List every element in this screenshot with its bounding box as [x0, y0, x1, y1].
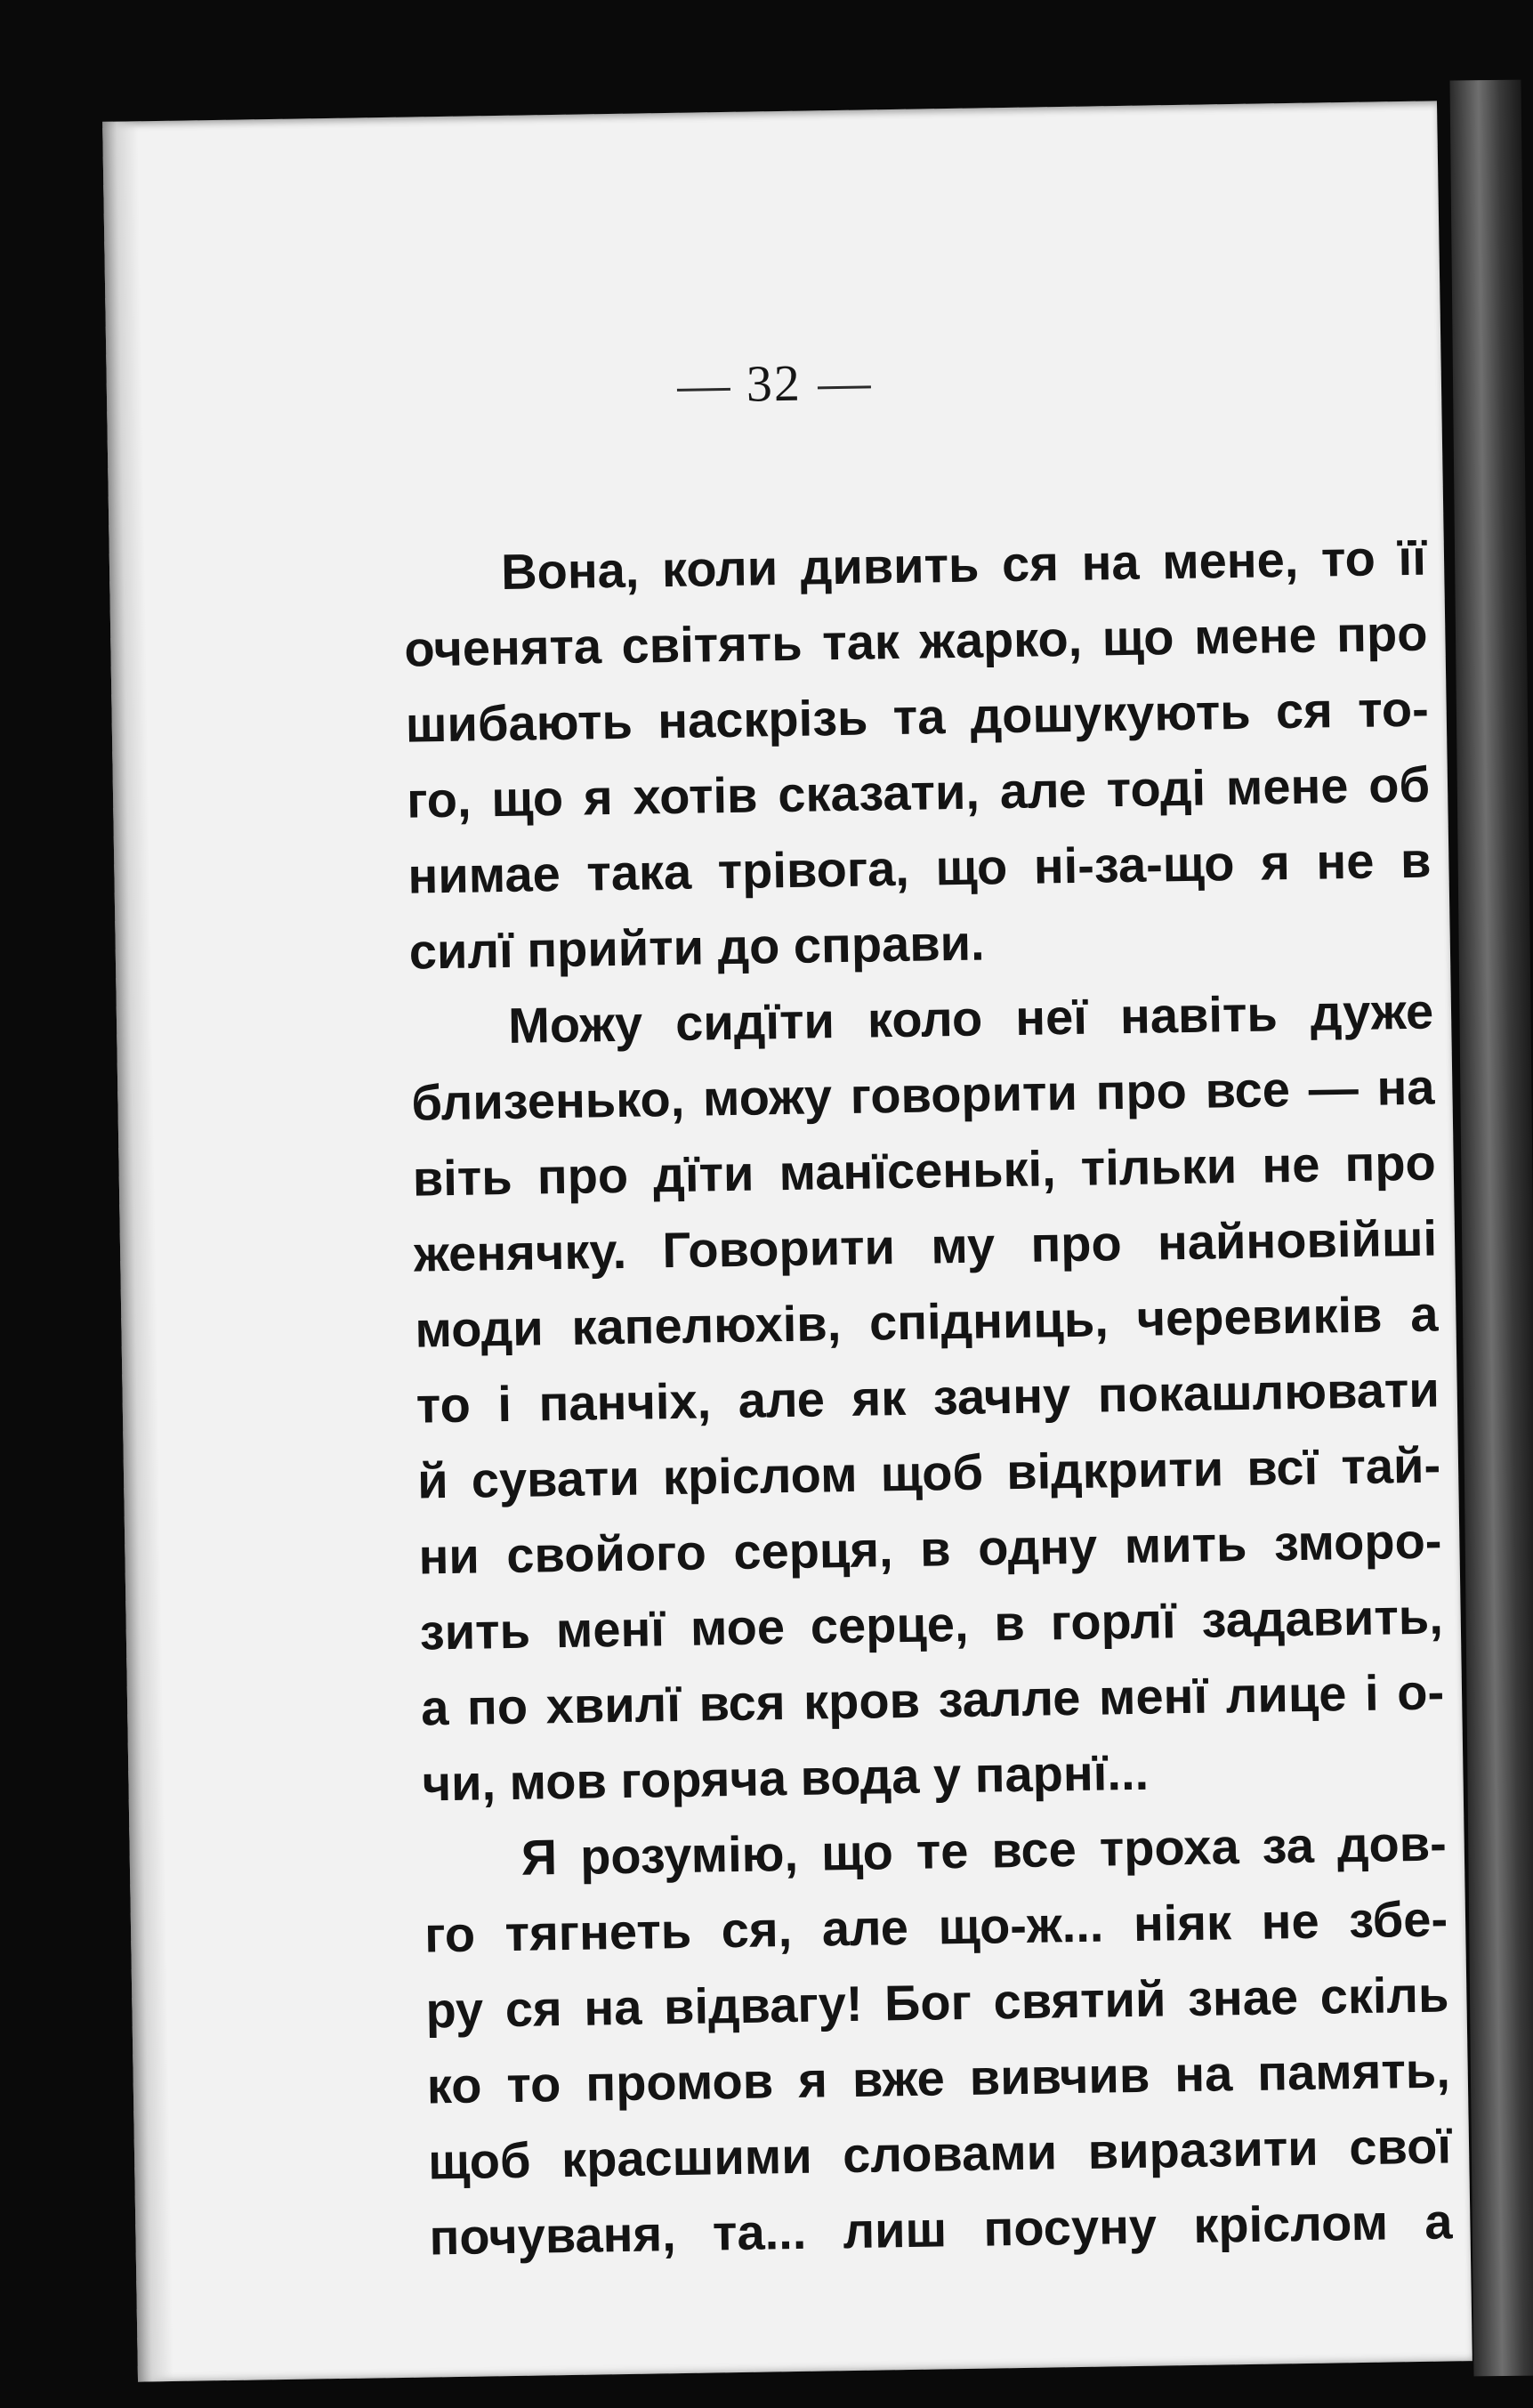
text-line: зить менї мое серце, в горлї задавить,	[419, 1588, 1444, 1661]
text-line: а по хвилї вся кров залле менї лице і о-	[420, 1663, 1445, 1736]
paragraph-3	[423, 1805, 1453, 2275]
text-line: ко то промов я вже вивчив на память,	[426, 2041, 1451, 2114]
text-line: чи, мов горяча вода у парнї...	[422, 1743, 1150, 1812]
text-line: го, що я хотів сказати, але тоді мене об	[406, 756, 1431, 828]
page-number-dash-right	[818, 386, 871, 390]
book-page	[102, 101, 1472, 2381]
text-line: ру ся на відвагу! Бог святий знае скіль	[425, 1966, 1449, 2039]
paragraph-2	[409, 974, 1446, 1822]
page-number-value: 32	[746, 353, 803, 413]
text-line: Я розумію, що те все троха за дов-	[520, 1814, 1448, 1886]
paragraph-1	[402, 520, 1432, 990]
text-line: почуваня, та... лиш посуну кріслом а	[429, 2193, 1453, 2266]
text-line: го тягнеть ся, але що-ж... ніяк не збе-	[424, 1890, 1448, 1963]
text-line: то і панчіх, але як зачну покашлювати	[416, 1361, 1440, 1434]
text-line: моди капелюхів, спідниць, черевиків а	[415, 1285, 1439, 1358]
page-number	[106, 343, 1441, 424]
text-line: нимае така трівога, що ні-за-що я не в	[407, 831, 1432, 904]
text-line: женячку. Говорити му про найновійші	[413, 1209, 1438, 1282]
text-line: Можу сидїти коло неї навіть дуже	[507, 982, 1434, 1054]
text-line: оченята світять так жарко, що мене про	[403, 604, 1428, 677]
body-text	[402, 520, 1453, 2275]
text-line: й сувати кріслом щоб відкрити всї тай-	[416, 1436, 1441, 1509]
text-line: ни свойого серця, в одну мить зморо-	[418, 1512, 1442, 1585]
text-line: віть про дїти манїсенькі, тільки не про	[412, 1134, 1437, 1207]
text-line: близенько, можу говорити про все — на	[411, 1058, 1435, 1131]
text-line: силї прийти до справи.	[408, 914, 986, 980]
text-line: Вона, коли дивить ся на мене, то її	[500, 529, 1427, 600]
page-number-dash-left	[677, 388, 730, 392]
text-line: шибають наскрізь та дошукують ся то-	[405, 680, 1430, 753]
text-line: щоб красшими словами виразити свої	[427, 2117, 1452, 2190]
